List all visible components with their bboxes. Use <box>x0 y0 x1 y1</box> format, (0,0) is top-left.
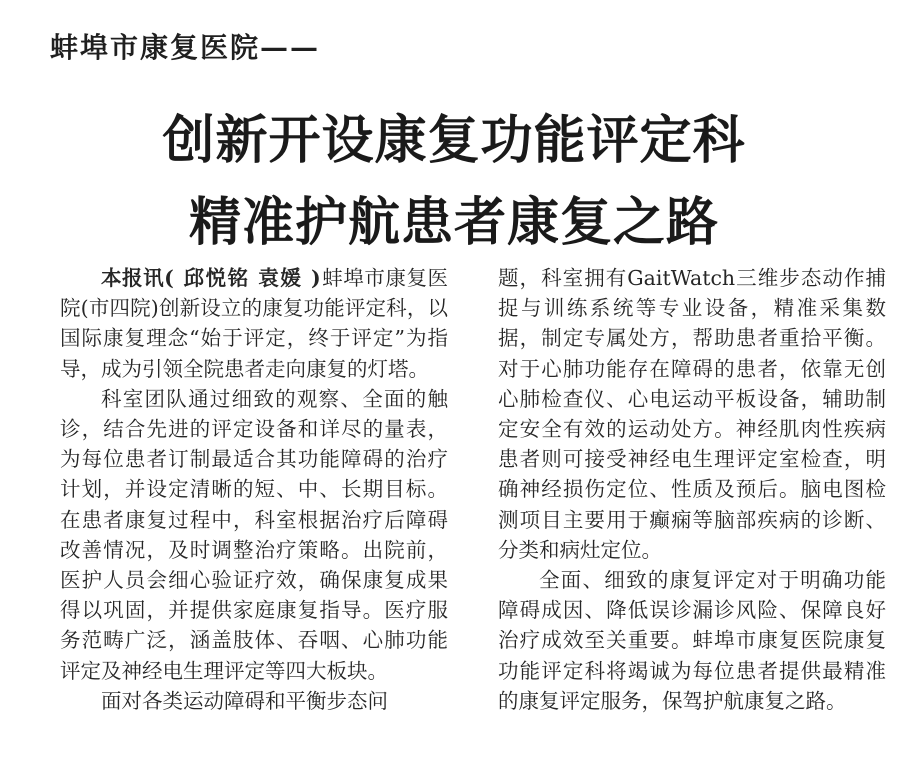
paragraph-4: 全面、细致的康复评定对于明确功能障碍成因、降低误诊漏诊风险、保障良好治疗成效至关重要。蚌埠市康复医院康复功能评定科将竭诚为每位患者提供最精准的康复评定服务，保驾护航康复之路。 <box>498 568 886 713</box>
article-kicker: 蚌埠市康复医院—— <box>50 31 321 64</box>
paragraph-3-start: 面对各类运动障碍和平衡步态问 <box>101 688 388 713</box>
article-column-left <box>60 263 448 716</box>
byline-lead: 本报讯 <box>101 266 165 290</box>
headline-line-2: 精准护航患者康复之路 <box>188 193 719 253</box>
byline-authors: ( 邱悦铭 袁媛 ) <box>164 266 322 290</box>
paragraph-1-text: 蚌埠市康复医院(市四院)创新设立的康复功能评定科，以国际康复理念“始于评定，终于评定”为指导，成为引领全院患者走向康复的灯塔。 <box>60 266 449 381</box>
paragraph-2: 科室团队通过细致的观察、全面的触诊，结合先进的评定设备和详尽的量表，为每位患者订制最适合其功能障碍的治疗计划，并设定清晰的短、中、长期目标。在患者康复过程中，科室根据治疗后障碍改善情况，及时调整治疗策略。出院前，医护人员会细心验证疗效，确保康复成果得以巩固，并提供家庭康复指导。医疗服务范畴广泛，涵盖肢体、吞咽、心肺功能评定及神经电生理评定等四大板块。 <box>60 386 448 683</box>
paragraph-1 <box>60 263 448 384</box>
paragraph-3-continued: 题，科室拥有GaitWatch三维步态动作捕捉与训练系统等专业设备，精准采集数据，制定专属处方，帮助患者重拾平衡。对于心肺功能存在障碍的患者，依靠无创心肺检查仪、心电运动平板设备，辅助制定安全有效的运动处方。神经肌肉性疾病患者则可接受神经电生理评定室检查，明确神经损伤定位、性质及预后。脑电图检测项目主要用于癫痫等脑部疾病的诊断、分类和病灶定位。 <box>498 266 886 562</box>
headline-line-1: 创新开设康复功能评定科 <box>162 111 746 171</box>
article-column-right <box>498 263 886 716</box>
